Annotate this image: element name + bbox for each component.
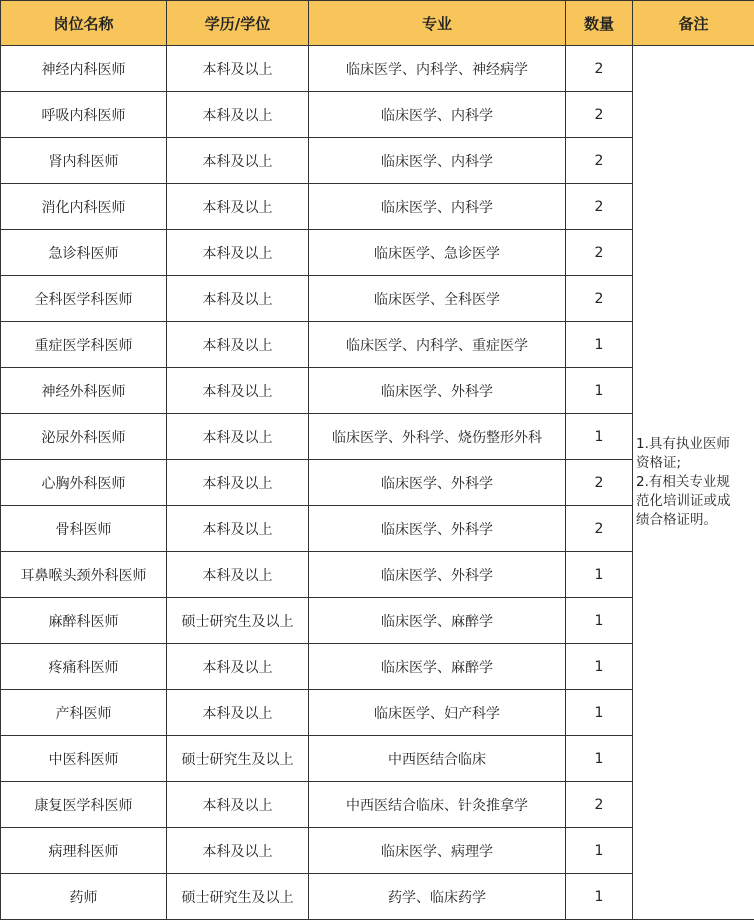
header-position: 岗位名称 [1,1,167,46]
remark-line: 范化培训证或成 [636,493,731,509]
cell-position: 药师 [1,874,167,920]
cell-position: 产科医师 [1,690,167,736]
cell-major: 临床医学、外科学 [309,506,566,552]
cell-quantity: 1 [566,414,633,460]
cell-education: 本科及以上 [167,368,309,414]
cell-major: 临床医学、全科医学 [309,276,566,322]
cell-position: 疼痛科医师 [1,644,167,690]
cell-major: 中西医结合临床、针灸推拿学 [309,782,566,828]
cell-quantity: 2 [566,782,633,828]
cell-education: 本科及以上 [167,552,309,598]
cell-major: 临床医学、麻醉学 [309,644,566,690]
cell-remark [633,46,754,920]
cell-position: 重症医学科医师 [1,322,167,368]
cell-major: 药学、临床药学 [309,874,566,920]
cell-quantity: 1 [566,736,633,782]
cell-position: 急诊科医师 [1,230,167,276]
cell-major: 临床医学、内科学 [309,138,566,184]
remark-line: 2.有相关专业规 [636,474,730,490]
cell-education: 本科及以上 [167,414,309,460]
remark-line: 1.具有执业医师 [636,436,730,452]
cell-education: 硕士研究生及以上 [167,598,309,644]
cell-position: 耳鼻喉头颈外科医师 [1,552,167,598]
header-row [1,1,754,46]
cell-education: 本科及以上 [167,184,309,230]
cell-quantity: 2 [566,460,633,506]
cell-quantity: 1 [566,644,633,690]
cell-quantity: 1 [566,322,633,368]
cell-major: 临床医学、病理学 [309,828,566,874]
cell-education: 本科及以上 [167,322,309,368]
cell-major: 临床医学、外科学 [309,368,566,414]
cell-major: 临床医学、外科学 [309,552,566,598]
remark-line: 资格证; [636,455,682,471]
cell-education: 本科及以上 [167,92,309,138]
header-quantity: 数量 [566,1,633,46]
cell-position: 骨科医师 [1,506,167,552]
table-row [1,46,754,92]
cell-education: 本科及以上 [167,138,309,184]
cell-quantity: 2 [566,46,633,92]
cell-quantity: 2 [566,184,633,230]
cell-position: 全科医学科医师 [1,276,167,322]
cell-position: 神经外科医师 [1,368,167,414]
cell-quantity: 1 [566,598,633,644]
cell-position: 中医科医师 [1,736,167,782]
cell-quantity: 2 [566,230,633,276]
cell-quantity: 1 [566,368,633,414]
cell-position: 心胸外科医师 [1,460,167,506]
cell-education: 本科及以上 [167,782,309,828]
cell-position: 呼吸内科医师 [1,92,167,138]
cell-quantity: 1 [566,690,633,736]
cell-major: 临床医学、内科学、神经病学 [309,46,566,92]
cell-major: 临床医学、内科学、重症医学 [309,322,566,368]
cell-major: 临床医学、麻醉学 [309,598,566,644]
cell-education: 本科及以上 [167,690,309,736]
cell-education: 本科及以上 [167,828,309,874]
cell-major: 临床医学、内科学 [309,184,566,230]
cell-education: 本科及以上 [167,46,309,92]
cell-major: 临床医学、急诊医学 [309,230,566,276]
cell-quantity: 2 [566,276,633,322]
cell-position: 麻醉科医师 [1,598,167,644]
cell-position: 康复医学科医师 [1,782,167,828]
cell-major: 中西医结合临床 [309,736,566,782]
cell-major: 临床医学、内科学 [309,92,566,138]
cell-major: 临床医学、妇产科学 [309,690,566,736]
cell-position: 神经内科医师 [1,46,167,92]
cell-quantity: 1 [566,874,633,920]
cell-quantity: 2 [566,138,633,184]
cell-education: 本科及以上 [167,644,309,690]
cell-education: 本科及以上 [167,460,309,506]
header-education: 学历/学位 [167,1,309,46]
cell-education: 硕士研究生及以上 [167,736,309,782]
header-remark: 备注 [633,1,754,46]
cell-education: 本科及以上 [167,230,309,276]
cell-education: 本科及以上 [167,506,309,552]
cell-position: 消化内科医师 [1,184,167,230]
cell-position: 肾内科医师 [1,138,167,184]
cell-quantity: 1 [566,828,633,874]
cell-position: 泌尿外科医师 [1,414,167,460]
cell-education: 硕士研究生及以上 [167,874,309,920]
header-major: 专业 [309,1,566,46]
cell-education: 本科及以上 [167,276,309,322]
cell-major: 临床医学、外科学 [309,460,566,506]
cell-quantity: 2 [566,506,633,552]
cell-quantity: 1 [566,552,633,598]
cell-major: 临床医学、外科学、烧伤整形外科 [309,414,566,460]
cell-quantity: 2 [566,92,633,138]
cell-position: 病理科医师 [1,828,167,874]
remark-line: 绩合格证明。 [636,512,717,528]
